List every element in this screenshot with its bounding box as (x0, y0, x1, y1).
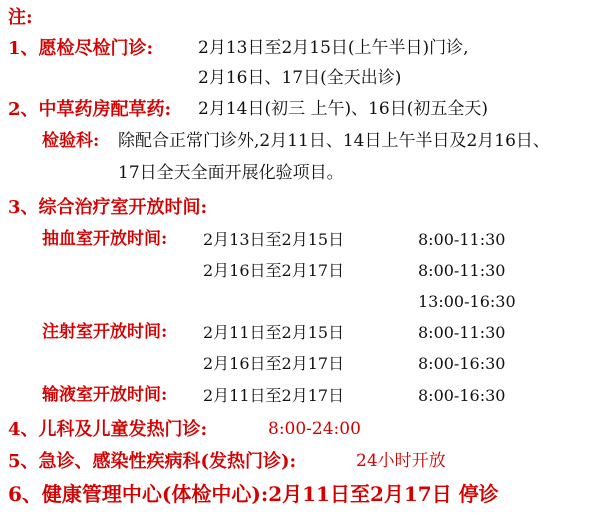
item1-line1: 2月13日至2月15日(上午半日)门诊, (198, 38, 469, 58)
item3-label: 3、综合治疗室开放时间: (8, 197, 208, 218)
blood-room-label: 抽血室开放时间: (42, 229, 168, 249)
item4-label: 4、儿科及儿童发热门诊: (8, 419, 208, 440)
blood-row-1-dates: 2月13日至2月15日 (203, 230, 345, 249)
injection-row-1-time: 8:00-11:30 (418, 323, 506, 342)
injection-row-2-time: 8:00-16:30 (418, 354, 506, 373)
notes-title: 注: (8, 7, 33, 28)
blood-row-2-time: 8:00-11:30 (418, 261, 506, 280)
blood-row-1-time: 8:00-11:30 (418, 230, 506, 249)
blood-row-2-dates: 2月16日至2月17日 (203, 261, 345, 280)
injection-room-label: 注射室开放时间: (42, 322, 168, 342)
injection-row-2-dates: 2月16日至2月17日 (203, 354, 345, 373)
injection-row-1-dates: 2月11日至2月15日 (203, 323, 345, 342)
infusion-room-label: 输液室开放时间: (42, 385, 168, 405)
infusion-row-1-time: 8:00-16:30 (418, 386, 506, 405)
item5-label: 5、急诊、感染性疾病科(发热门诊): (8, 451, 297, 472)
blood-row-3-time: 13:00-16:30 (418, 292, 516, 311)
item6-text: 6、健康管理中心(体检中心):2月11日至2月17日 停诊 (8, 482, 499, 506)
item5-value: 24小时开放 (356, 451, 446, 471)
item1-label: 1、愿检尽检门诊: (8, 38, 154, 59)
lab-section-label: 检验科: (42, 131, 100, 151)
lab-section-line1: 除配合正常门诊外,2月11日、14日上午半日及2月16日、 (118, 131, 550, 151)
item1-line2: 2月16日、17日(全天出诊) (198, 68, 402, 88)
item2-line1: 2月14日(初三 上午)、16日(初五全天) (198, 99, 489, 119)
item4-value: 8:00-24:00 (268, 419, 361, 439)
lab-section-line2: 17日全天全面开展化验项目。 (118, 163, 344, 183)
infusion-row-1-dates: 2月11日至2月17日 (203, 386, 345, 405)
item2-label: 2、中草药房配草药: (8, 99, 172, 120)
